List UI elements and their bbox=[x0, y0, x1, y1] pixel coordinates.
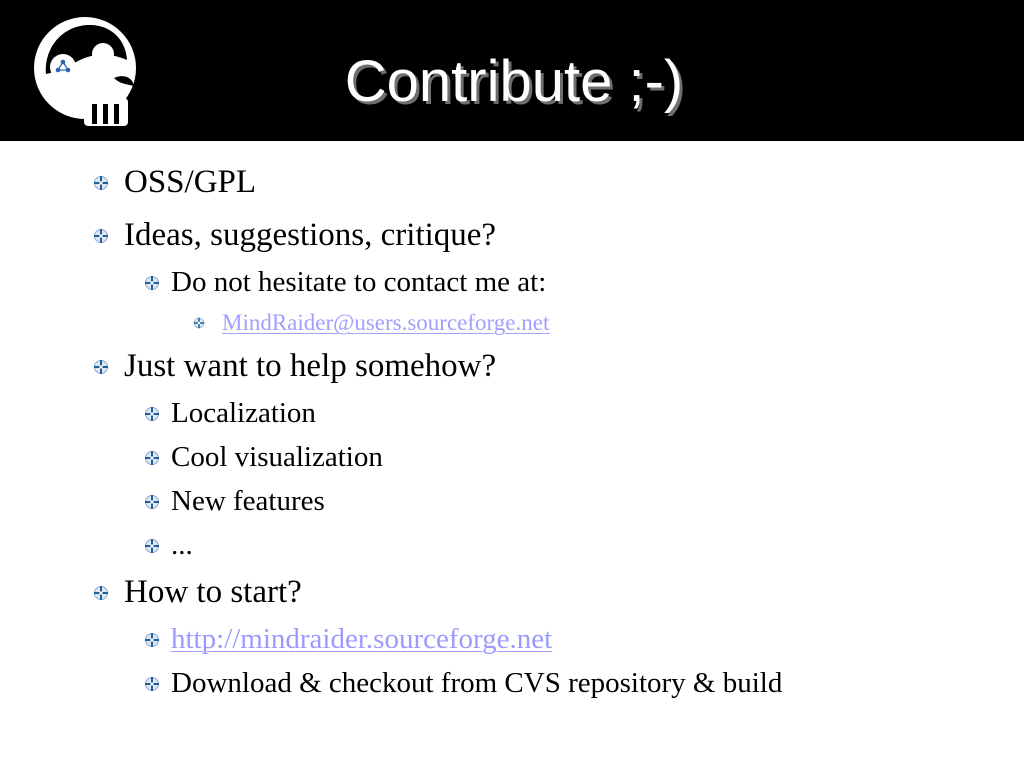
website-link[interactable]: http://mindraider.sourceforge.net bbox=[171, 623, 553, 655]
bullet-text: Download & checkout from CVS repository & build bbox=[171, 667, 783, 699]
bullet-text: OSS/GPL bbox=[124, 164, 257, 200]
bullet-item-ideas bbox=[93, 217, 496, 254]
bullet-item-oss bbox=[93, 164, 256, 201]
bullet-icon bbox=[144, 406, 160, 422]
bullet-icon bbox=[144, 494, 160, 510]
bullet-icon bbox=[144, 538, 160, 554]
bullet-icon bbox=[144, 275, 160, 291]
bullet-item-email bbox=[193, 310, 549, 336]
bullet-text: Ideas, suggestions, critique? bbox=[124, 217, 497, 253]
slide-title: Contribute ;-) bbox=[344, 49, 684, 114]
bullet-item-download bbox=[144, 667, 782, 700]
bullet-item-start bbox=[93, 574, 302, 611]
bullet-icon bbox=[144, 676, 160, 692]
bullet-text: Do not hesitate to contact me at: bbox=[171, 266, 547, 298]
bullet-icon bbox=[93, 228, 109, 244]
bullet-item-visualization bbox=[144, 441, 383, 474]
bullet-text: How to start? bbox=[124, 574, 302, 610]
bullet-text: Just want to help somehow? bbox=[124, 348, 497, 384]
bullet-icon bbox=[93, 359, 109, 375]
email-link[interactable]: MindRaider@users.sourceforge.net bbox=[222, 310, 550, 335]
bullet-item-help bbox=[93, 348, 496, 385]
bullet-text: Localization bbox=[171, 397, 316, 429]
bullet-item-more bbox=[144, 529, 193, 562]
bullet-item-localization bbox=[144, 397, 316, 430]
bullet-icon bbox=[144, 450, 160, 466]
slide-header bbox=[0, 0, 1024, 141]
bullet-item-features bbox=[144, 485, 325, 518]
bullet-icon bbox=[93, 175, 109, 191]
bullet-icon bbox=[144, 632, 160, 648]
bullet-item-website bbox=[144, 623, 552, 656]
bullet-item-contact bbox=[144, 266, 546, 299]
bullet-text: Cool visualization bbox=[171, 441, 383, 473]
bullet-text: ... bbox=[171, 529, 193, 561]
bullet-text: New features bbox=[171, 485, 325, 517]
bullet-icon bbox=[193, 317, 205, 329]
bullet-icon bbox=[93, 585, 109, 601]
